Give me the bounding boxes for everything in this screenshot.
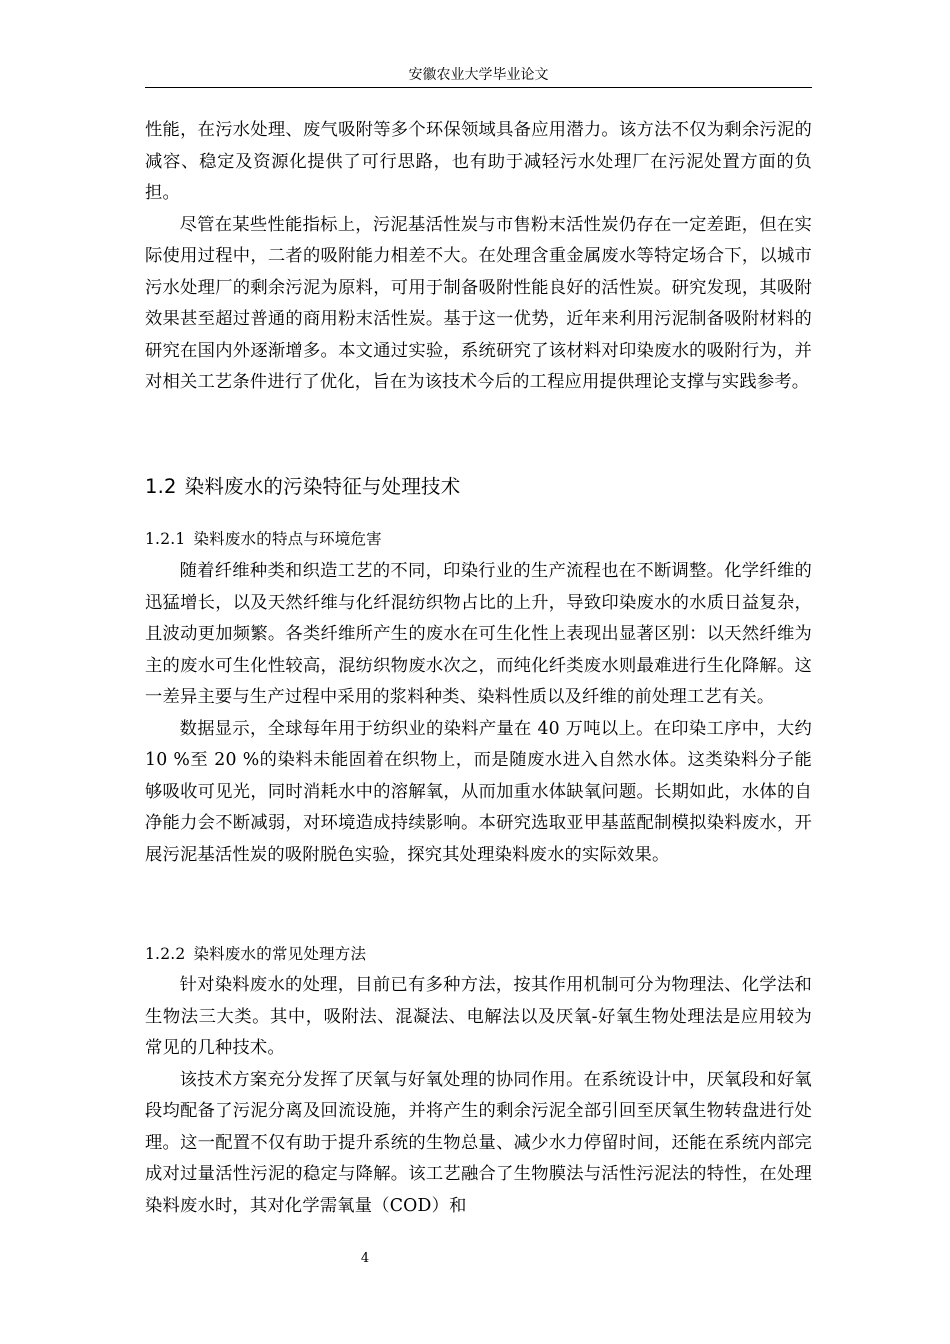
subsection-number: 1.2.2: [145, 945, 186, 963]
section-title: 染料废水的污染特征与处理技术: [184, 475, 461, 498]
paragraph-continuation: 性能，在污水处理、废气吸附等多个环保领域具备应用潜力。该方法不仅为剩余污泥的减容、稳定及资源化提供了可行思路，也有助于减轻污水处理厂在污泥处置方面的负担。: [145, 120, 812, 203]
page-body: [145, 115, 812, 399]
paragraph: 尽管在某些性能指标上，污泥基活性炭与市售粉末活性炭仍存在一定差距，但在实际使用过程中，二者的吸附能力相差不大。在处理含重金属废水等特定场合下，以城市污水处理厂的剩余污泥为原料，可用于制备吸附性能良好的活性炭。研究发现，其吸附效果甚至超过普通的商用粉末活性炭。基于这一优势，近年来利用污泥制备吸附材料的研究在国内外逐渐增多。本文通过实验，系统研究了该材料对印染废水的吸附行为，并对相关工艺条件进行了优化，旨在为该技术今后的工程应用提供理论支撑与实践参考。: [145, 214, 812, 392]
subsection-1-2-1-body: [145, 556, 812, 871]
section-number: 1.2: [145, 475, 177, 498]
paragraph: 数据显示，全球每年用于纺织业的染料产量在 40 万吨以上。在印染工序中，大约 10 %至 20 %的染料未能固着在织物上，而是随废水进入自然水体。这类染料分子能够吸收可见光，同时消耗水中的溶解氧，从而加重水体缺氧问题。长期如此，水体的自净能力会不断减弱，对环境造成持续影响。本研究选取亚甲基蓝配制模拟染料废水，开展污泥基活性炭的吸附脱色实验，探究其处理染料废水的实际效果。: [145, 718, 812, 865]
subsection-1-2-2: [145, 942, 812, 966]
paragraph: 该技术方案充分发挥了厌氧与好氧处理的协同作用。在系统设计中，厌氧段和好氧段均配备了污泥分离及回流设施，并将产生的剩余污泥全部引回至厌氧生物转盘进行处理。这一配置不仅有助于提升系统的生物总量、减少水力停留时间，还能在系统内部完成对过量活性污泥的稳定与降解。该工艺融合了生物膜法与活性污泥法的特性，在处理染料废水时，其对化学需氧量（COD）和: [145, 1069, 812, 1216]
subsection-1-2-2-body: [145, 970, 812, 1222]
header-divider: [145, 87, 812, 88]
paragraph: 针对染料废水的处理，目前已有多种方法，按其作用机制可分为物理法、化学法和生物法三大类。其中，吸附法、混凝法、电解法以及厌氧-好氧生物处理法是应用较为常见的几种技术。: [145, 975, 812, 1058]
subsection-heading: [145, 942, 812, 966]
page-number: 4: [360, 1251, 370, 1266]
section-heading: [145, 475, 812, 499]
subsection-title: 染料废水的特点与环境危害: [193, 530, 382, 548]
subsection-title: 染料废水的常见处理方法: [193, 945, 367, 963]
section-1-2: [145, 475, 812, 499]
running-header: 安徽农业大学毕业论文: [408, 67, 549, 83]
subsection-heading: [145, 527, 812, 551]
subsection-1-2-1: [145, 527, 812, 551]
subsection-number: 1.2.1: [145, 530, 186, 548]
paragraph: 随着纤维种类和织造工艺的不同，印染行业的生产流程也在不断调整。化学纤维的迅猛增长，以及天然纤维与化纤混纺织物占比的上升，导致印染废水的水质日益复杂，且波动更加频繁。各类纤维所产生的废水在可生化性上表现出显著区别：以天然纤维为主的废水可生化性较高，混纺织物废水次之，而纯化纤类废水则最难进行生化降解。这一差异主要与生产过程中采用的浆料种类、染料性质以及纤维的前处理工艺有关。: [145, 561, 812, 707]
